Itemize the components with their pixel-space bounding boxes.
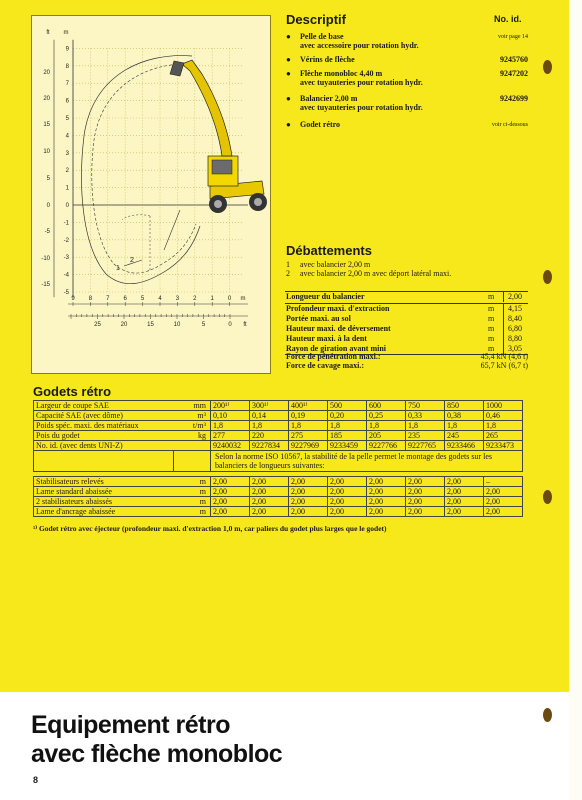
curve-legend-1: 1 avec balancier 2,00 m [286,260,371,269]
godets-cell: 2,00 [367,507,406,517]
godets-cell: 0,20 [328,411,367,421]
m-tick-label: -3 [63,255,69,262]
working-range-diagram [31,15,271,374]
bottom-m-label: 5 [140,296,145,302]
bottom-m-label: 7 [106,296,110,302]
godets-cell: 2,00 [250,507,289,517]
bullet-icon: ● [286,120,291,129]
godets-cell: 2,00 [484,487,523,497]
descriptif-id: 9242699 [500,94,528,103]
bottom-m-label: 4 [158,296,162,302]
binder-hole [543,708,552,722]
godets-footnote: ¹⁾ Godet rétro avec éjecteur (profondeur maxi. d'extraction 1,0 m, car paliers du godet plus larges que le godet) [33,524,387,533]
godets-cell: 2,00 [289,497,328,507]
godets-cell: 1,8 [367,421,406,431]
wheel-hub [254,198,262,206]
godets-cell: 0,14 [250,411,289,421]
m-tick-label: -1 [63,220,69,227]
bullet-icon: ● [286,55,291,64]
debattements-row: Hauteur maxi. de déversement m 6,80 [285,324,528,334]
godets-cell: – [484,477,523,487]
descriptif-item: ● Godet rétro voir ci-dessous [286,120,528,129]
ft-tick-label: 20 [43,96,50,102]
godets-cell: 2,00 [289,507,328,517]
debattements-table [285,291,528,355]
m-tick-label: 2 [65,168,69,175]
ft-tick-label: 10 [43,149,50,155]
dig-depth-line [122,215,150,271]
noid-header: No. id. [494,14,522,24]
godets-cell: 9227766 [367,441,406,451]
godets-cell: 265 [484,431,523,441]
godets-cell: 2,00 [211,477,250,487]
godets-cell: 9233459 [328,441,367,451]
godets-cell: 1,8 [289,421,328,431]
godets-cell: 2,00 [211,507,250,517]
godets-note-row [34,451,523,472]
godets-cell: 2,00 [250,487,289,497]
godets-cell: 2,00 [445,487,484,497]
bottom-m-label: 0 [227,296,232,302]
ft-tick-label: -15 [41,282,50,288]
bottom-ft-unit: ft [243,322,247,328]
m-tick-label: -5 [63,290,69,296]
m-tick-label: 7 [65,81,69,88]
godets-row: Largeur de coupe SAE mm 200¹⁾ 300¹⁾ 400¹⁾ 500 600 750 850 1000 [34,401,523,411]
godets-cell: 1,8 [250,421,289,431]
m-tick-label: 6 [65,98,69,105]
bottom-m-label: 3 [175,296,180,302]
bullet-icon: ● [286,94,291,103]
m-tick-label: 8 [65,63,69,70]
bottom-ft-label: 10 [173,322,181,328]
godets-cell: 2,00 [289,477,328,487]
ft-tick-label: -10 [41,256,50,262]
bottom-ft-label: 0 [228,322,232,328]
godets-cell: 200¹⁾ [211,401,250,411]
godets-row: Stabilisateurs relevés m 2,00 2,00 2,00 2,00 2,00 2,00 2,00 – [34,477,523,487]
godets-cell: 185 [328,431,367,441]
godets-cell: 1,8 [328,421,367,431]
descriptif-item: ● Vérins de flèche 9245760 [286,55,528,64]
godets-cell: 600 [367,401,406,411]
bottom-ft-label: 5 [201,322,206,328]
godets-cell: 2,00 [367,477,406,487]
reach-envelope-2 [92,64,196,273]
godets-heading: Godets rétro [33,384,112,399]
godets-cell: 9227969 [289,441,328,451]
m-unit-label: m [63,30,69,36]
curve-label-1: 1 [116,265,120,272]
godets-cell: 1,8 [406,421,445,431]
wheel-hub [214,200,222,208]
godets-cell: 2,00 [406,477,445,487]
ft-tick-label: 15 [43,122,50,128]
force-cavage: Force de cavage maxi.: 65,7 kN (6,7 t) [286,361,528,370]
bullet-icon: ● [286,69,291,78]
godets-row: Lame standard abaissée m 2,00 2,00 2,00 2,00 2,00 2,00 2,00 2,00 [34,487,523,497]
descriptif-id: 9245760 [500,55,528,64]
godets-cell: 500 [328,401,367,411]
godets-cell: 750 [406,401,445,411]
godets-cell: 1,8 [211,421,250,431]
bottom-m-label: 6 [123,296,127,302]
godets-cell: 2,00 [250,497,289,507]
bottom-m-label: 8 [88,296,93,302]
godets-cell: 0,33 [406,411,445,421]
godets-cell: 9227765 [406,441,445,451]
godets-row: Lame d'ancrage abaissée m 2,00 2,00 2,00 2,00 2,00 2,00 2,00 2,00 [34,507,523,517]
godets-cell: 2,00 [484,507,523,517]
godets-cell: 2,00 [289,487,328,497]
godets-cell: 2,00 [484,497,523,507]
godets-row: Pois du godet kg 277 220 275 185 205 235 245 265 [34,431,523,441]
godets-cell: 2,00 [406,487,445,497]
godets-cell: 2,00 [406,497,445,507]
godets-cell: 0,19 [289,411,328,421]
godets-cell: 2,00 [328,497,367,507]
descriptif-id: voir ci-dessous [491,122,528,128]
curve-label-2: 2 [130,257,134,264]
godets-cell: 9233473 [484,441,523,451]
godets-cell: 300¹⁾ [250,401,289,411]
bottom-m-unit: m [240,296,246,302]
godets-cell: 0,25 [367,411,406,421]
debattements-heading: Débattements [286,243,372,258]
stability-note: Selon la norme ISO 10567, la stabilité de la pelle permet le montage des godets sur les balanciers de longueurs suivantes: [211,451,523,472]
ft-tick-label: -5 [44,229,50,235]
m-tick-label: -4 [63,272,69,279]
godets-cell: 275 [289,431,328,441]
godets-cell: 0,10 [211,411,250,421]
godets-cell: 220 [250,431,289,441]
cab-window [212,160,232,174]
debattements-row: Profondeur maxi. d'extraction m 4,15 [285,304,528,314]
godets-row: Poids spéc. maxi. des matériaux t/m³ 1,8 1,8 1,8 1,8 1,8 1,8 1,8 1,8 [34,421,523,431]
descriptif-item: ● Pelle de base avec accessoire pour rotation hydr. voir page 14 [286,32,528,50]
godets-cell: 2,00 [328,487,367,497]
godets-cell: 1000 [484,401,523,411]
binder-hole [543,270,552,284]
godets-cell: 2,00 [445,497,484,507]
bottom-ft-label: 25 [94,322,101,328]
godets-cell: 9227834 [250,441,289,451]
godets-cell: 2,00 [211,497,250,507]
page-title-line2: avec flèche monobloc [31,740,283,768]
m-tick-label: 5 [65,116,69,122]
godets-cell: 850 [445,401,484,411]
godets-cell: 277 [211,431,250,441]
debattements-row: Hauteur maxi. à la dent m 8,80 [285,334,528,344]
godets-cell: 1,8 [484,421,523,431]
godets-cell: 9240032 [211,441,250,451]
godets-cell: 2,00 [367,487,406,497]
godets-row: 2 stabilisateurs abaissés m 2,00 2,00 2,00 2,00 2,00 2,00 2,00 2,00 [34,497,523,507]
m-tick-label: 9 [65,46,69,53]
working-range-svg [32,16,270,373]
godets-cell: 2,00 [211,487,250,497]
descriptif-heading: Descriptif [286,12,346,27]
page-title [31,711,282,769]
page-number: 8 [33,775,39,785]
page-edge [569,0,582,800]
godets-cell: 0,46 [484,411,523,421]
bottom-ft-label: 15 [147,322,154,328]
godets-cell: 1,8 [445,421,484,431]
godets-cell: 2,00 [406,507,445,517]
ft-tick-label: 5 [46,176,50,182]
godets-cell: 2,00 [367,497,406,507]
debattements-row: Rayon de giration avant mini m 3,05 [285,344,528,354]
godets-cell: 245 [445,431,484,441]
debattements-row: Portée maxi. au sol m 8,40 [285,314,528,324]
godets-cell: 2,00 [328,477,367,487]
godets-cell: 400¹⁾ [289,401,328,411]
excavator-boom [182,60,232,156]
page-title-line1: Equipement rétro [31,711,230,739]
binder-hole [543,490,552,504]
godets-cell: 0,38 [445,411,484,421]
force-penetration: Force de pénétration maxi.: 45,4 kN (4,6 t) [286,352,528,361]
m-tick-label: 3 [65,150,69,157]
reach-envelope-1 [82,56,200,284]
descriptif-id: voir page 14 [498,34,528,40]
descriptif-item: ● Balancier 2,00 m avec tuyauteries pour rotation hydr. 9242699 [286,94,528,112]
bullet-icon: ● [286,32,291,41]
godets-cell: 2,00 [445,507,484,517]
m-tick-label: 1 [65,185,69,192]
godets-cell: 9233466 [445,441,484,451]
bottom-m-label: 2 [193,296,197,302]
binder-hole [543,60,552,74]
ft-tick-label: 0 [46,203,50,209]
ft-tick-label: 20 [43,70,50,76]
godets-row: Capacité SAE (avec dôme) m³ 0,10 0,14 0,19 0,20 0,25 0,33 0,38 0,46 [34,411,523,421]
godets-cell: 205 [367,431,406,441]
bottom-ft-label: 20 [120,322,128,328]
descriptif-item: ● Flèche monobloc 4,40 m avec tuyauteries pour rotation hydr. 9247202 [286,69,528,87]
m-tick-label: -2 [63,237,69,244]
debattements-head-row: Longueur du balancier m 2,00 [285,292,528,304]
godets-cell: 2,00 [250,477,289,487]
bottom-m-label: 9 [71,296,75,302]
ft-unit-label: ft [46,30,50,36]
m-tick-label: 0 [65,203,69,209]
godets-row: No. id. (avec dents UNI-Z) 9240032 9227834 9227969 9233459 9227766 9227765 9233466 9233473 [34,441,523,451]
curve-legend-2: 2 avec balancier 2,00 m avec déport latéral maxi. [286,269,452,278]
godets-cell: 2,00 [445,477,484,487]
godets-cell: 2,00 [328,507,367,517]
godets-cell: 235 [406,431,445,441]
bottom-m-label: 1 [210,296,214,302]
excavator-bucket [170,61,184,76]
descriptif-id: 9247202 [500,69,528,78]
godets-table [33,400,523,517]
m-tick-label: 4 [65,133,69,140]
